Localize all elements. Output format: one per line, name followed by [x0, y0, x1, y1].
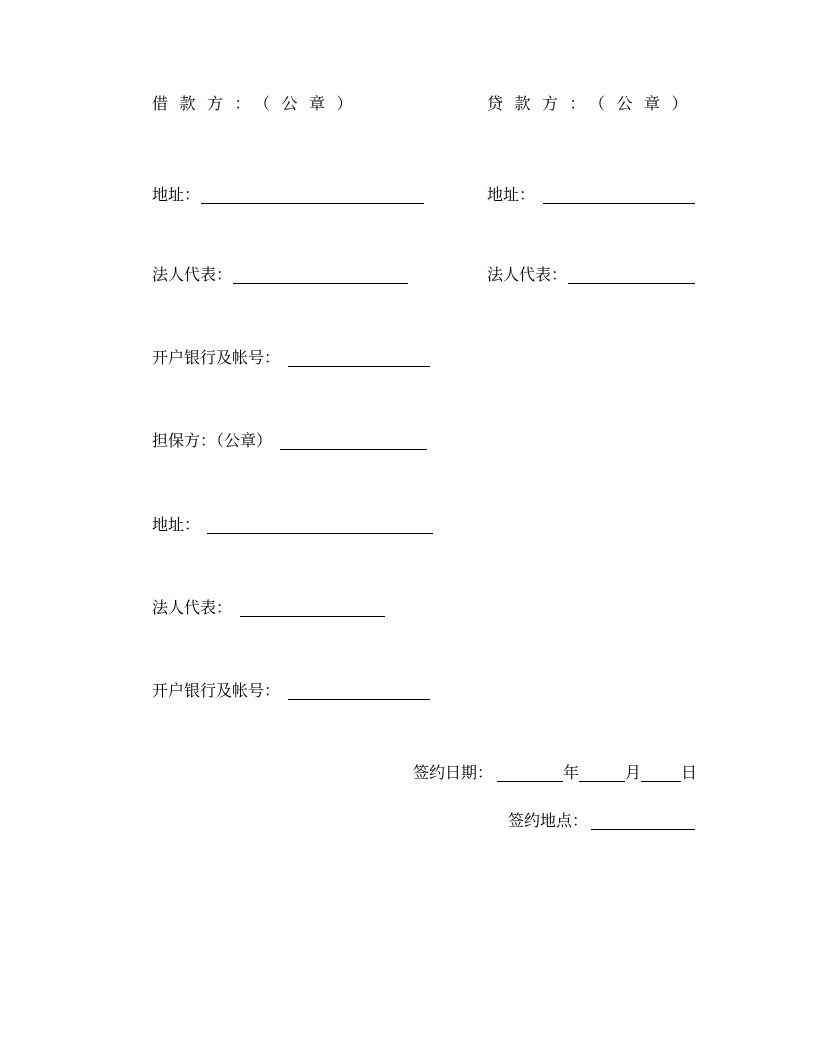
- guarantor-bank-account-blank[interactable]: [288, 683, 430, 700]
- guarantor-legal-rep-row: [152, 599, 385, 618]
- signing-date-month-blank[interactable]: [579, 765, 625, 782]
- guarantor-title-blank[interactable]: [280, 433, 427, 450]
- guarantor-bank-account-label: 开户银行及帐号：: [152, 683, 281, 700]
- borrower-bank-account-label: 开户银行及帐号：: [152, 350, 281, 367]
- borrower-address-row: [152, 186, 424, 205]
- year-suffix: 年: [563, 765, 580, 782]
- signing-date-day-blank[interactable]: [641, 765, 681, 782]
- borrower-address-label: 地址：: [152, 187, 201, 204]
- signing-date-year-blank[interactable]: [497, 765, 563, 782]
- borrower-title: 借款方：（公章）: [152, 96, 365, 113]
- lender-title-row: [487, 95, 699, 114]
- lender-address-blank[interactable]: [543, 187, 695, 204]
- borrower-address-blank[interactable]: [201, 187, 424, 204]
- lender-legal-rep-row: [487, 266, 695, 285]
- borrower-legal-rep-blank[interactable]: [233, 267, 408, 284]
- borrower-bank-account-blank[interactable]: [288, 350, 430, 367]
- signing-location-label: 签约地点：: [508, 813, 589, 830]
- lender-address-row: [487, 186, 695, 205]
- signing-date-row: [413, 764, 697, 783]
- guarantor-bank-account-row: [152, 682, 430, 701]
- borrower-title-row: [152, 95, 364, 114]
- lender-legal-rep-label: 法人代表：: [487, 267, 568, 284]
- guarantor-address-row: [152, 516, 433, 535]
- guarantor-address-label: 地址：: [152, 517, 201, 534]
- signing-location-row: [508, 812, 695, 831]
- lender-title: 贷款方：（公章）: [487, 96, 700, 113]
- day-suffix: 日: [681, 765, 698, 782]
- borrower-bank-account-row: [152, 349, 430, 368]
- lender-legal-rep-blank[interactable]: [568, 267, 695, 284]
- lender-address-label: 地址：: [487, 187, 536, 204]
- month-suffix: 月: [625, 765, 642, 782]
- borrower-legal-rep-label: 法人代表：: [152, 267, 233, 284]
- signing-location-blank[interactable]: [591, 813, 695, 830]
- guarantor-title: 担保方：（公章）: [152, 433, 273, 450]
- guarantor-legal-rep-blank[interactable]: [240, 600, 385, 617]
- signing-date-label: 签约日期：: [413, 765, 494, 782]
- guarantor-title-row: [152, 432, 427, 451]
- guarantor-legal-rep-label: 法人代表：: [152, 600, 233, 617]
- borrower-legal-rep-row: [152, 266, 408, 285]
- guarantor-address-blank[interactable]: [207, 517, 433, 534]
